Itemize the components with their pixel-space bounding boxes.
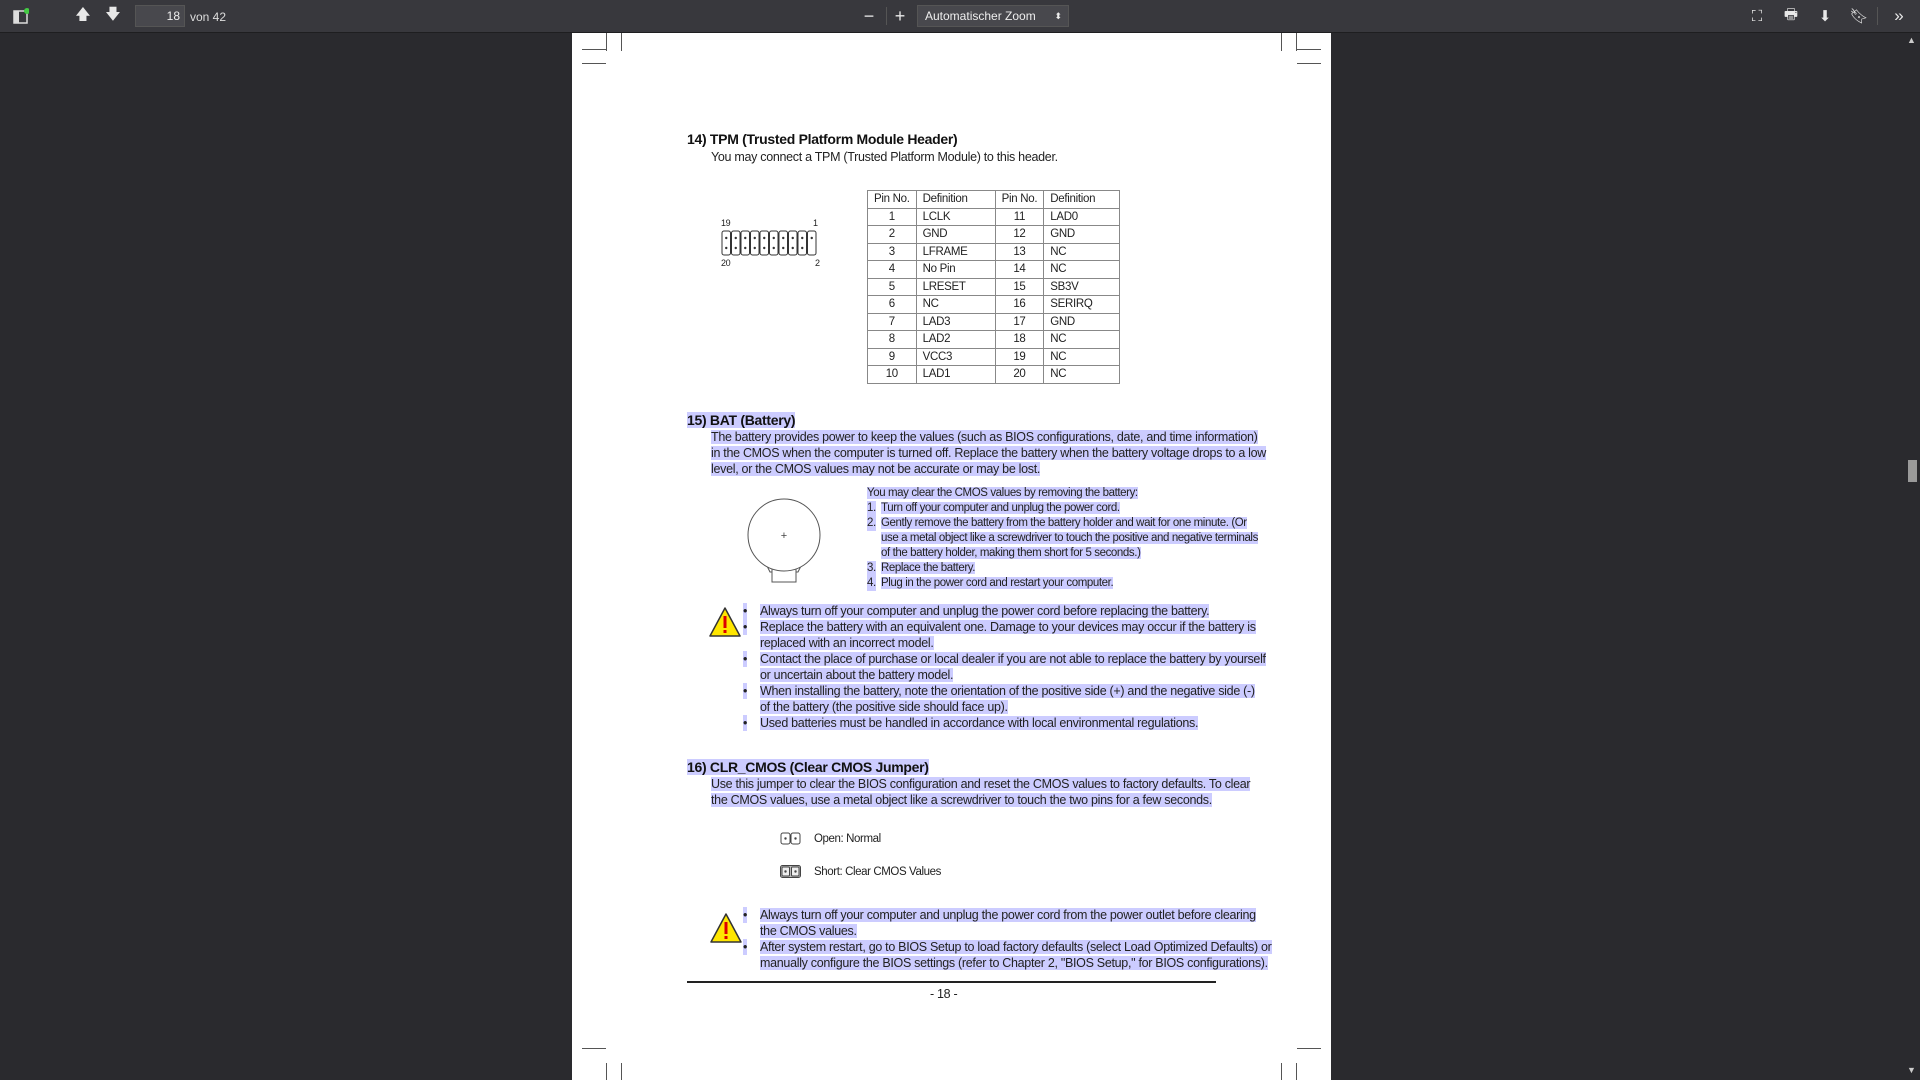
tpm-header-diagram — [721, 218, 826, 268]
table-cell: GND — [1044, 226, 1120, 244]
list-marker: • — [743, 652, 748, 666]
table-cell: 19 — [995, 348, 1044, 366]
connector-label: 2 — [815, 258, 820, 268]
list-item — [743, 955, 1272, 971]
table-cell: SB3V — [1044, 278, 1120, 296]
download-icon: ⬇ — [1818, 8, 1832, 25]
list-item — [743, 667, 1266, 683]
list-text: Turn off your computer and unplug the power cord. — [881, 502, 1120, 514]
zoom-select-value: Automatischer Zoom — [925, 9, 1036, 23]
table-row — [868, 331, 1120, 349]
table-row — [868, 278, 1120, 296]
table-cell: 13 — [995, 243, 1044, 261]
section-15-title: 15) BAT (Battery) — [687, 412, 796, 428]
list-text: Contact the place of purchase or local dealer if you are not able to replace the battery by yourself — [760, 652, 1266, 666]
section-14-title: 14) TPM (Trusted Platform Module Header) — [687, 131, 958, 147]
table-cell: GND — [1044, 313, 1120, 331]
fullscreen-icon: ⛶ — [1751, 7, 1763, 25]
list-marker: 4. — [867, 577, 876, 589]
list-item — [743, 651, 1266, 667]
list-text: Replace the battery with an equivalent one. Damage to your devices may occur if the battery is — [760, 620, 1256, 634]
table-cell: 7 — [868, 313, 917, 331]
zoom-select[interactable] — [917, 5, 1069, 27]
jumper-short-label: Short: Clear CMOS Values — [814, 866, 941, 878]
list-item — [867, 501, 1258, 516]
list-item — [867, 576, 1258, 591]
table-cell: LRESET — [916, 278, 995, 296]
table-row — [868, 296, 1120, 314]
printer-icon: 🖶 — [1783, 5, 1799, 23]
connector-pin — [760, 231, 769, 255]
list-item — [867, 531, 1258, 546]
paragraph-line: the CMOS values, use a metal object like a screwdriver to touch the two pins for a few seconds. — [711, 793, 1212, 807]
table-cell: LAD2 — [916, 331, 995, 349]
table-cell: LAD1 — [916, 366, 995, 384]
table-row — [868, 261, 1120, 279]
double-chevron-right-icon: » — [1894, 6, 1904, 25]
table-cell: 1 — [868, 208, 917, 226]
list-item — [867, 516, 1258, 531]
list-text: Gently remove the battery from the battery holder and wait for one minute. (Or — [881, 517, 1247, 529]
table-cell: SERIRQ — [1044, 296, 1120, 314]
table-row — [868, 243, 1120, 261]
jumper-open-icon — [780, 832, 802, 851]
list-text: Replace the battery. — [881, 562, 976, 574]
print-button[interactable] — [1779, 5, 1803, 27]
list-text: the CMOS values. — [760, 924, 857, 938]
table-cell: 17 — [995, 313, 1044, 331]
battery-warnings-list — [743, 603, 1266, 731]
battery-diagram — [744, 498, 824, 593]
table-cell: 5 — [868, 278, 917, 296]
list-text: manually configure the BIOS settings (refer to Chapter 2, "BIOS Setup," for BIOS configurations). — [760, 956, 1268, 970]
list-item — [867, 546, 1258, 561]
bookmark-button[interactable] — [1847, 5, 1871, 27]
connector-pin — [798, 231, 807, 255]
table-cell: LFRAME — [916, 243, 995, 261]
table-cell: 12 — [995, 226, 1044, 244]
table-cell: LCLK — [916, 208, 995, 226]
next-page-button[interactable] — [102, 5, 124, 27]
list-item — [743, 619, 1266, 635]
presentation-mode-button[interactable] — [1745, 5, 1769, 27]
battery-steps-list — [867, 501, 1258, 591]
list-text: Always turn off your computer and unplug the power cord from the power outlet before clearing — [760, 908, 1256, 922]
paragraph-line: Use this jumper to clear the BIOS configuration and reset the CMOS values to factory defaults. To clear — [711, 777, 1251, 791]
section-15-paragraph — [687, 429, 1266, 477]
zoom-out-button[interactable]: − — [863, 5, 875, 26]
select-arrows-icon: ⬍ — [1054, 11, 1062, 21]
list-text: of the battery holder, making them short for 5 seconds.) — [881, 547, 1141, 559]
list-item — [743, 907, 1272, 923]
connector-pin — [789, 231, 798, 255]
list-item — [743, 699, 1266, 715]
paragraph-line: The battery provides power to keep the values (such as BIOS configurations, date, and time information) — [711, 430, 1258, 444]
table-header-cell: Definition — [1044, 191, 1120, 209]
list-text: use a metal object like a screwdriver to touch the positive and negative terminals — [881, 532, 1258, 544]
scroll-down-icon[interactable]: ▼ — [1907, 1065, 1916, 1075]
table-cell: NC — [916, 296, 995, 314]
table-cell: 2 — [868, 226, 917, 244]
table-row — [868, 313, 1120, 331]
table-cell: 6 — [868, 296, 917, 314]
table-cell: 16 — [995, 296, 1044, 314]
list-marker: • — [743, 604, 748, 618]
table-header-cell: Pin No. — [995, 191, 1044, 209]
list-marker: • — [743, 620, 748, 634]
list-marker: • — [743, 908, 748, 922]
table-cell: LAD0 — [1044, 208, 1120, 226]
table-row — [868, 366, 1120, 384]
tpm-pin-table — [867, 190, 1120, 384]
table-row — [868, 348, 1120, 366]
table-cell: NC — [1044, 348, 1120, 366]
table-cell: 14 — [995, 261, 1044, 279]
table-cell: 4 — [868, 261, 917, 279]
list-text: Always turn off your computer and unplug the power cord before replacing the battery. — [760, 604, 1210, 618]
paragraph-line: in the CMOS when the computer is turned off. Replace the battery when the battery voltage drops to a low — [711, 446, 1267, 460]
table-row — [868, 226, 1120, 244]
battery-symbol: + — [780, 530, 788, 542]
table-cell: 20 — [995, 366, 1044, 384]
table-cell: 10 — [868, 366, 917, 384]
list-text: of the battery (the positive side should face up). — [760, 700, 1008, 714]
list-text: When installing the battery, note the orientation of the positive side (+) and the negative side (-) — [760, 684, 1255, 698]
list-marker: • — [743, 684, 748, 698]
table-cell: LAD3 — [916, 313, 995, 331]
warning-icon — [708, 606, 742, 643]
table-cell: No Pin — [916, 261, 995, 279]
paragraph-line: level, or the CMOS values may not be accurate or may be lost. — [711, 462, 1041, 476]
page-number-input[interactable]: 18 — [135, 5, 185, 27]
table-cell: 15 — [995, 278, 1044, 296]
steps-intro: You may clear the CMOS values by removing the battery: — [867, 487, 1138, 499]
table-cell: NC — [1044, 261, 1120, 279]
connector-pin — [779, 231, 788, 255]
table-cell: GND — [916, 226, 995, 244]
connector-pin — [808, 231, 817, 255]
list-item — [743, 939, 1272, 955]
list-text: or uncertain about the battery model. — [760, 668, 954, 682]
sidebar-icon — [13, 8, 29, 24]
table-cell: NC — [1044, 366, 1120, 384]
table-cell: 3 — [868, 243, 917, 261]
connector-label: 20 — [721, 258, 731, 268]
vertical-scrollbar[interactable] — [1904, 33, 1920, 1080]
warning-icon — [709, 912, 743, 949]
connector-pin — [751, 231, 760, 255]
section-16-paragraph — [687, 776, 1250, 808]
connector-label: 19 — [721, 218, 731, 228]
section-16-title: 16) CLR_CMOS (Clear CMOS Jumper) — [687, 759, 929, 775]
list-item — [743, 603, 1266, 619]
list-text: replaced with an incorrect model. — [760, 636, 934, 650]
arrow-down-icon: 🡇 — [105, 5, 121, 23]
table-cell: NC — [1044, 331, 1120, 349]
arrow-up-icon: 🡅 — [75, 5, 91, 23]
pdf-page — [572, 33, 1331, 1080]
connector-pin — [722, 231, 731, 255]
list-item — [743, 683, 1266, 699]
table-row — [868, 208, 1120, 226]
list-item — [743, 715, 1266, 731]
sidebar-toggle-button[interactable] — [10, 5, 32, 27]
list-marker: • — [743, 716, 748, 730]
clr-cmos-warnings-list — [743, 907, 1272, 971]
connector-pin — [741, 231, 750, 255]
connector-pin — [770, 231, 779, 255]
pdf-toolbar — [0, 0, 1920, 33]
zoom-in-button[interactable]: + — [894, 5, 906, 26]
list-marker: • — [743, 940, 748, 954]
page-footer-number: - 18 - — [930, 987, 958, 1001]
table-cell: NC — [1044, 243, 1120, 261]
tpm-connector-pins — [721, 230, 821, 258]
table-header-cell: Definition — [916, 191, 995, 209]
list-marker: 1. — [867, 502, 876, 514]
footer-rule — [687, 981, 1216, 983]
bookmark-icon: 🔖︎ — [1849, 8, 1869, 25]
section-14-desc: You may connect a TPM (Trusted Platform Module) to this header. — [711, 150, 1058, 164]
list-text: Used batteries must be handled in accordance with local environmental regulations. — [760, 716, 1199, 730]
scrollbar-thumb[interactable] — [1908, 460, 1917, 482]
page-count-label: von 42 — [190, 10, 227, 24]
list-text: Plug in the power cord and restart your computer. — [881, 577, 1114, 589]
table-cell: 11 — [995, 208, 1044, 226]
table-cell: 8 — [868, 331, 917, 349]
list-marker: 2. — [867, 517, 876, 529]
table-header-cell: Pin No. — [868, 191, 917, 209]
table-cell: 9 — [868, 348, 917, 366]
jumper-open-label: Open: Normal — [814, 833, 881, 845]
list-text: After system restart, go to BIOS Setup to load factory defaults (select Load Optimized Defaults) or — [760, 940, 1272, 954]
list-item — [743, 923, 1272, 939]
connector-pin — [732, 231, 741, 255]
previous-page-button[interactable] — [72, 5, 94, 27]
connector-label: 1 — [813, 218, 818, 228]
scroll-up-icon[interactable]: ▲ — [1907, 35, 1916, 45]
tools-menu-button[interactable] — [1886, 5, 1912, 27]
jumper-short-icon — [780, 865, 802, 884]
list-item — [867, 561, 1258, 576]
list-item — [743, 635, 1266, 651]
download-button[interactable] — [1813, 5, 1837, 27]
list-marker: 3. — [867, 562, 876, 574]
table-cell: 18 — [995, 331, 1044, 349]
table-cell: VCC3 — [916, 348, 995, 366]
